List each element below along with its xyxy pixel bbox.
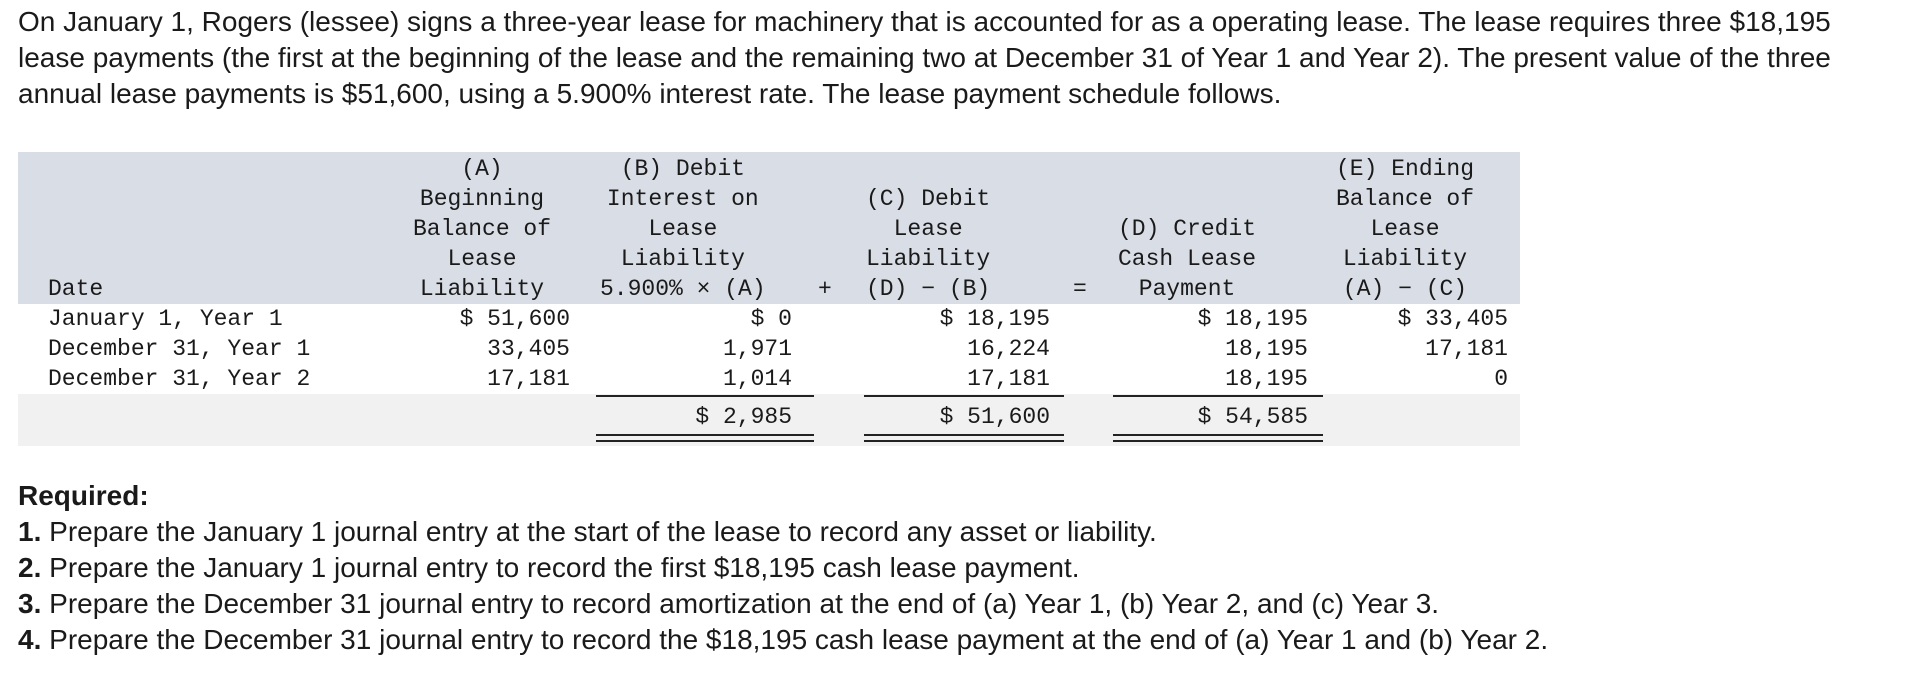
required-item [18,622,1898,658]
total-double-rule-c [864,434,1064,442]
cell-col-e: 17,181 [1425,336,1508,362]
row-date: December 31, Year 1 [48,336,311,362]
header-date: Date [48,276,104,302]
total-col-d: $ 54,585 [1197,404,1308,430]
cell-col-a: 17,181 [487,366,570,392]
cell-col-d: 18,195 [1225,336,1308,362]
row-date: January 1, Year 1 [48,306,283,332]
header-col-e: (E) Ending Balance of Lease Liability (A) − (C) [1336,156,1475,302]
cell-col-c: $ 18,195 [939,306,1050,332]
cell-col-e: 0 [1494,366,1508,392]
cell-col-b: $ 0 [750,306,792,332]
header-col-d: (D) Credit Cash Lease Payment [1118,216,1257,302]
total-col-b: $ 2,985 [695,404,792,430]
header-plus-sign: + [818,276,832,302]
cell-col-c: 16,224 [967,336,1050,362]
required-item-number: 1. [18,516,42,547]
required-item-number: 3. [18,588,42,619]
required-item [18,550,1898,586]
required-item-number: 2. [18,552,42,583]
required-item [18,514,1898,550]
cell-col-e: $ 33,405 [1397,306,1508,332]
required-item-text: Prepare the January 1 journal entry to record the first $18,195 cash lease payment. [41,552,1080,583]
cell-col-c: 17,181 [967,366,1050,392]
cell-col-a: 33,405 [487,336,570,362]
cell-col-b: 1,014 [722,366,792,392]
total-double-rule-b [596,434,814,442]
required-item-text: Prepare the December 31 journal entry to record the $18,195 cash lease payment at the end of (a) Year 1 and (b) Year 2. [41,624,1549,655]
problem-intro: On January 1, Rogers (lessee) signs a three-year lease for machinery that is accounted for as a operating lease. The lease requires three $18,195 lease payments (the first at the beginning of the lease and the remaining two at December 31 of Year 1 and Year 2). The present value of the three annual lease payments is $51,600, using a 5.900% interest rate. The lease payment schedule follows. [18,6,1831,109]
total-double-rule-d [1113,434,1323,442]
row-date: December 31, Year 2 [48,366,311,392]
required-item-text: Prepare the January 1 journal entry at the start of the lease to record any asset or liability. [41,516,1157,547]
required-section [18,478,1898,658]
header-equals-sign: = [1073,276,1087,302]
header-col-a: (A) Beginning Balance of Lease Liability [413,156,552,302]
header-col-b: (B) Debit Interest on Lease Liability 5.900% × (A) [600,156,766,302]
cell-col-b: 1,971 [722,336,792,362]
required-item-number: 4. [18,624,42,655]
cell-col-a: $ 51,600 [459,306,570,332]
lease-payment-schedule [18,152,1520,446]
subtotal-rule-d [1113,395,1323,397]
subtotal-rule-c [864,395,1064,397]
subtotal-rule-b [596,395,814,397]
required-item [18,586,1898,622]
required-item-text: Prepare the December 31 journal entry to record amortization at the end of (a) Year 1, (b) Year 2, and (c) Year 3. [41,588,1440,619]
header-col-c: (C) Debit Lease Liability (D) − (B) [866,186,991,302]
cell-col-d: 18,195 [1225,366,1308,392]
required-title: Required: [18,480,149,511]
cell-col-d: $ 18,195 [1197,306,1308,332]
total-col-c: $ 51,600 [939,404,1050,430]
